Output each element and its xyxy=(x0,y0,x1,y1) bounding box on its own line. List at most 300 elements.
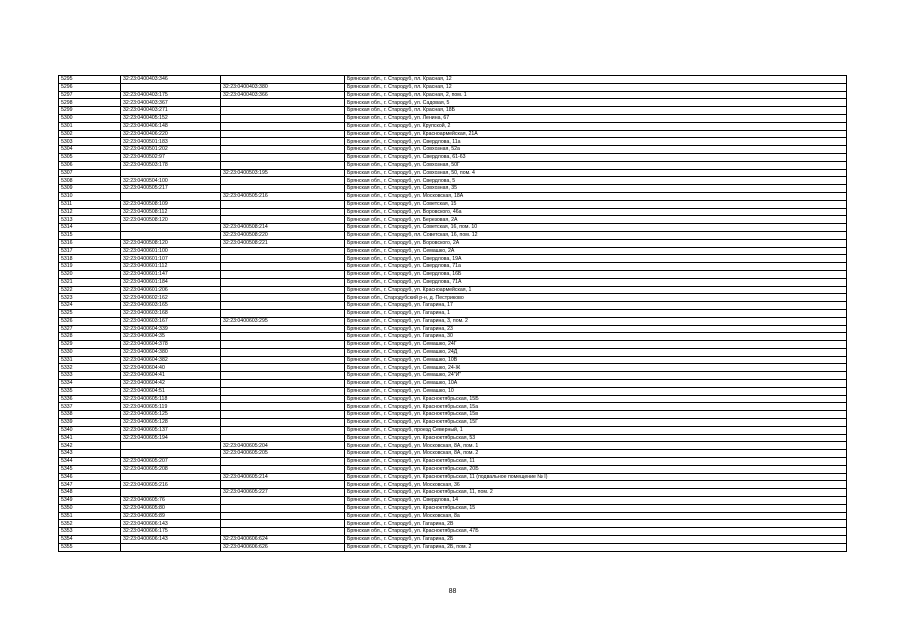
row-number-cell: 5298 xyxy=(59,99,121,107)
table-row xyxy=(59,107,847,115)
row-number-cell: 5307 xyxy=(59,169,121,177)
address-cell: Брянская обл., г. Стародуб, ул. Садовая, 5 xyxy=(345,99,847,107)
table-row xyxy=(59,411,847,419)
cadastral-number-cell: 32:23:0400508:112 xyxy=(121,208,221,216)
table-row xyxy=(59,255,847,263)
address-cell: Брянская обл., г. Стародуб, пл. Красная, 18Б xyxy=(345,107,847,115)
table-row xyxy=(59,528,847,536)
table-row xyxy=(59,247,847,255)
address-cell: Брянская обл., г. Стародуб, ул. Совхозная, 52а xyxy=(345,146,847,154)
address-cell: Брянская обл., г. Стародуб, ул. Семашко, 10А xyxy=(345,380,847,388)
table-row xyxy=(59,520,847,528)
row-number-cell: 5305 xyxy=(59,153,121,161)
cadastral-number-cell: 32:23:0400601:147 xyxy=(121,270,221,278)
table-row xyxy=(59,364,847,372)
address-cell: Брянская обл., г. Стародуб, ул. Семашко, 24Г xyxy=(345,341,847,349)
table-row xyxy=(59,224,847,232)
premises-cadastral-number-cell xyxy=(221,153,345,161)
table-row xyxy=(59,302,847,310)
cadastral-number-cell: 32:23:0400604:380 xyxy=(121,348,221,356)
cadastral-number-cell xyxy=(121,224,221,232)
table-row xyxy=(59,465,847,473)
premises-cadastral-number-cell xyxy=(221,341,345,349)
row-number-cell: 5338 xyxy=(59,411,121,419)
cadastral-number-cell xyxy=(121,450,221,458)
address-cell: Брянская обл., г. Стародуб, ул. Советская, 16, пом. 10 xyxy=(345,224,847,232)
row-number-cell: 5310 xyxy=(59,192,121,200)
table-row xyxy=(59,278,847,286)
cadastral-number-cell: 32:23:0400606:175 xyxy=(121,528,221,536)
premises-cadastral-number-cell: 32:23:0400606:626 xyxy=(221,543,345,551)
address-cell: Брянская обл., г. Стародуб, пл. Красная, 12 xyxy=(345,76,847,84)
row-number-cell: 5351 xyxy=(59,512,121,520)
address-cell: Брянская обл., г. Стародуб, ул. Московская, 8А, пом. 1 xyxy=(345,442,847,450)
table-row xyxy=(59,450,847,458)
address-cell: Брянская обл., г. Стародуб, ул. Красноктябрьская, 53 xyxy=(345,434,847,442)
address-cell: Брянская обл., г. Стародуб, ул. Ленина, 67 xyxy=(345,114,847,122)
row-number-cell: 5319 xyxy=(59,263,121,271)
row-number-cell: 5323 xyxy=(59,294,121,302)
address-cell: Брянская обл., г. Стародуб, ул. Красноармейская, 21А xyxy=(345,130,847,138)
address-cell: Брянская обл., г. Стародуб, ул. Свердлова, 11а xyxy=(345,138,847,146)
row-number-cell: 5325 xyxy=(59,309,121,317)
address-cell: Брянская обл., Стародубский р-н, д. Пестриково xyxy=(345,294,847,302)
premises-cadastral-number-cell xyxy=(221,286,345,294)
row-number-cell: 5348 xyxy=(59,489,121,497)
row-number-cell: 5353 xyxy=(59,528,121,536)
premises-cadastral-number-cell xyxy=(221,177,345,185)
cadastral-number-cell: 32:23:0400605:137 xyxy=(121,426,221,434)
table-row xyxy=(59,356,847,364)
premises-cadastral-number-cell xyxy=(221,411,345,419)
premises-cadastral-number-cell xyxy=(221,99,345,107)
table-row xyxy=(59,185,847,193)
table-row xyxy=(59,536,847,544)
cadastral-number-cell: 32:23:0400604:382 xyxy=(121,356,221,364)
premises-cadastral-number-cell: 32:23:0400605:205 xyxy=(221,450,345,458)
cadastral-number-cell: 32:23:0400503:178 xyxy=(121,161,221,169)
cadastral-number-cell xyxy=(121,83,221,91)
table-row xyxy=(59,341,847,349)
address-cell: Брянская обл., г. Стародуб, ул. Гагарина, 2Б xyxy=(345,536,847,544)
cadastral-number-cell: 32:23:0400604:41 xyxy=(121,372,221,380)
row-number-cell: 5339 xyxy=(59,419,121,427)
row-number-cell: 5311 xyxy=(59,200,121,208)
table-row xyxy=(59,99,847,107)
cadastral-number-cell: 32:23:0400602:162 xyxy=(121,294,221,302)
premises-cadastral-number-cell xyxy=(221,434,345,442)
premises-cadastral-number-cell xyxy=(221,426,345,434)
table-body xyxy=(59,76,847,552)
row-number-cell: 5352 xyxy=(59,520,121,528)
row-number-cell: 5346 xyxy=(59,473,121,481)
cadastral-number-cell xyxy=(121,192,221,200)
page-number: 88 xyxy=(448,588,457,595)
premises-cadastral-number-cell xyxy=(221,107,345,115)
premises-cadastral-number-cell xyxy=(221,302,345,310)
address-cell: Брянская обл., г. Стародуб, ул. Семашко, 24"И" xyxy=(345,372,847,380)
address-cell: Брянская обл., г. Стародуб, ул. Семашко, 24-Ж xyxy=(345,364,847,372)
cadastral-number-cell: 32:23:0400406:148 xyxy=(121,122,221,130)
address-cell: Брянская обл., г. Стародуб, ул. Семашко, 24Д xyxy=(345,348,847,356)
address-cell: Брянская обл., г. Стародуб, ул. Семашко, 2А xyxy=(345,247,847,255)
premises-cadastral-number-cell xyxy=(221,348,345,356)
table-row xyxy=(59,442,847,450)
premises-cadastral-number-cell xyxy=(221,512,345,520)
cadastral-number-cell xyxy=(121,231,221,239)
premises-cadastral-number-cell xyxy=(221,122,345,130)
premises-cadastral-number-cell xyxy=(221,528,345,536)
address-cell: Брянская обл., г. Стародуб, ул. Гагарина, 17 xyxy=(345,302,847,310)
address-cell: Брянская обл., г. Стародуб, ул. Семашко, 10В xyxy=(345,356,847,364)
address-cell: Брянская обл., г. Стародуб, ул. Свердлова, 19А xyxy=(345,255,847,263)
cadastral-number-cell: 32:23:0400502:97 xyxy=(121,153,221,161)
table-row xyxy=(59,543,847,551)
address-cell: Брянская обл., г. Стародуб, ул. Красноармейская, 1 xyxy=(345,286,847,294)
cadastral-number-cell: 32:23:0400605:128 xyxy=(121,419,221,427)
address-cell: Брянская обл., г. Стародуб, ул. Красноктябрьская, 15Б xyxy=(345,395,847,403)
cadastral-number-cell: 32:23:0400605:208 xyxy=(121,465,221,473)
address-cell: Брянская обл., г. Стародуб, ул. Красноктябрьская, 11 xyxy=(345,458,847,466)
table-row xyxy=(59,348,847,356)
row-number-cell: 5330 xyxy=(59,348,121,356)
row-number-cell: 5342 xyxy=(59,442,121,450)
cadastral-number-cell: 32:23:0400603:168 xyxy=(121,309,221,317)
address-cell: Брянская обл., г. Стародуб, ул. Свердлова, 71А xyxy=(345,278,847,286)
cadastral-number-cell: 32:23:0400604:42 xyxy=(121,380,221,388)
row-number-cell: 5309 xyxy=(59,185,121,193)
table-row xyxy=(59,192,847,200)
row-number-cell: 5315 xyxy=(59,231,121,239)
table-row xyxy=(59,497,847,505)
address-cell: Брянская обл., г. Стародуб, ул. Гагарина, 1 xyxy=(345,309,847,317)
row-number-cell: 5350 xyxy=(59,504,121,512)
address-cell: Брянская обл., г. Стародуб, ул. Красноктябрьская, 15 xyxy=(345,504,847,512)
table-row xyxy=(59,177,847,185)
cadastral-number-cell: 32:23:0400604:40 xyxy=(121,364,221,372)
table-row xyxy=(59,169,847,177)
premises-cadastral-number-cell: 32:23:0400606:624 xyxy=(221,536,345,544)
row-number-cell: 5335 xyxy=(59,387,121,395)
cadastral-number-cell: 32:23:0400601:112 xyxy=(121,263,221,271)
row-number-cell: 5301 xyxy=(59,122,121,130)
address-cell: Брянская обл., г. Стародуб, ул. Воровского, 46а xyxy=(345,208,847,216)
premises-cadastral-number-cell xyxy=(221,356,345,364)
table-row xyxy=(59,200,847,208)
cadastral-number-cell xyxy=(121,473,221,481)
premises-cadastral-number-cell: 32:23:0400503:195 xyxy=(221,169,345,177)
table-row xyxy=(59,83,847,91)
cadastral-number-cell: 32:23:0400603:167 xyxy=(121,317,221,325)
cadastral-number-cell: 32:23:0400601:100 xyxy=(121,247,221,255)
row-number-cell: 5327 xyxy=(59,325,121,333)
cadastral-number-cell: 32:23:0400403:175 xyxy=(121,91,221,99)
table-row xyxy=(59,426,847,434)
cadastral-number-cell: 32:23:0400406:220 xyxy=(121,130,221,138)
address-cell: Брянская обл., г. Стародуб, ул. Московская, 36 xyxy=(345,481,847,489)
table-row xyxy=(59,419,847,427)
property-register-table xyxy=(58,75,847,552)
cadastral-number-cell: 32:23:0400605:125 xyxy=(121,411,221,419)
address-cell: Брянская обл., г. Стародуб, ул. Крупской, 2 xyxy=(345,122,847,130)
row-number-cell: 5303 xyxy=(59,138,121,146)
premises-cadastral-number-cell xyxy=(221,380,345,388)
row-number-cell: 5349 xyxy=(59,497,121,505)
row-number-cell: 5295 xyxy=(59,76,121,84)
premises-cadastral-number-cell xyxy=(221,481,345,489)
row-number-cell: 5324 xyxy=(59,302,121,310)
table-row xyxy=(59,216,847,224)
premises-cadastral-number-cell xyxy=(221,520,345,528)
table-row xyxy=(59,309,847,317)
row-number-cell: 5329 xyxy=(59,341,121,349)
address-cell: Брянская обл., г. Стародуб, пл. Красная, 12 xyxy=(345,83,847,91)
address-cell: Брянская обл., г. Стародуб, ул. Гагарина, 2Б, пом. 2 xyxy=(345,543,847,551)
row-number-cell: 5355 xyxy=(59,543,121,551)
address-cell: Брянская обл., г. Стародуб, ул. Свердлова, 61-63 xyxy=(345,153,847,161)
address-cell: Брянская обл., г. Стародуб, ул. Красноктябрьская, 11 (подвальное помещение № I) xyxy=(345,473,847,481)
row-number-cell: 5299 xyxy=(59,107,121,115)
cadastral-number-cell xyxy=(121,442,221,450)
premises-cadastral-number-cell xyxy=(221,114,345,122)
row-number-cell: 5343 xyxy=(59,450,121,458)
address-cell: Брянская обл., г. Стародуб, ул. Красноктябрьская, 15в xyxy=(345,411,847,419)
cadastral-number-cell: 32:23:0400604:339 xyxy=(121,325,221,333)
premises-cadastral-number-cell xyxy=(221,76,345,84)
cadastral-number-cell: 32:23:0400508:120 xyxy=(121,239,221,247)
row-number-cell: 5334 xyxy=(59,380,121,388)
cadastral-number-cell: 32:23:0400508:109 xyxy=(121,200,221,208)
address-cell: Брянская обл., г. Стародуб, ул. Совхозная, 35 xyxy=(345,185,847,193)
address-cell: Брянская обл., г. Стародуб, ул. Свердлова, 5 xyxy=(345,177,847,185)
table-row xyxy=(59,434,847,442)
premises-cadastral-number-cell xyxy=(221,309,345,317)
row-number-cell: 5320 xyxy=(59,270,121,278)
cadastral-number-cell: 32:23:0400403:367 xyxy=(121,99,221,107)
table-row xyxy=(59,231,847,239)
table-row xyxy=(59,286,847,294)
cadastral-number-cell: 32:23:0400604:51 xyxy=(121,387,221,395)
address-cell: Брянская обл., г. Стародуб, ул. Московская, 18А xyxy=(345,192,847,200)
cadastral-number-cell xyxy=(121,543,221,551)
premises-cadastral-number-cell xyxy=(221,497,345,505)
address-cell: Брянская обл., г. Стародуб, ул. Свердлова, 16Б xyxy=(345,270,847,278)
cadastral-number-cell: 32:23:0400605:207 xyxy=(121,458,221,466)
premises-cadastral-number-cell xyxy=(221,387,345,395)
table-row xyxy=(59,333,847,341)
row-number-cell: 5354 xyxy=(59,536,121,544)
table-row xyxy=(59,489,847,497)
premises-cadastral-number-cell: 32:23:0400603:295 xyxy=(221,317,345,325)
premises-cadastral-number-cell xyxy=(221,208,345,216)
address-cell: Брянская обл., г. Стародуб, пл. Советская, 16, пом. 12 xyxy=(345,231,847,239)
cadastral-number-cell: 32:23:0400605:80 xyxy=(121,504,221,512)
table-row xyxy=(59,76,847,84)
table-row xyxy=(59,387,847,395)
table-row xyxy=(59,294,847,302)
address-cell: Брянская обл., г. Стародуб, пл. Красная, 2, пом. 1 xyxy=(345,91,847,99)
premises-cadastral-number-cell: 32:23:0400605:214 xyxy=(221,473,345,481)
row-number-cell: 5312 xyxy=(59,208,121,216)
premises-cadastral-number-cell xyxy=(221,419,345,427)
cadastral-number-cell: 32:23:0400605:216 xyxy=(121,481,221,489)
address-cell: Брянская обл., г. Стародуб, ул. Красноктябрьская, 20Б xyxy=(345,465,847,473)
table-row xyxy=(59,325,847,333)
row-number-cell: 5341 xyxy=(59,434,121,442)
premises-cadastral-number-cell xyxy=(221,138,345,146)
row-number-cell: 5316 xyxy=(59,239,121,247)
table-row xyxy=(59,146,847,154)
cadastral-number-cell: 32:23:0400403:271 xyxy=(121,107,221,115)
premises-cadastral-number-cell: 32:23:0400508:220 xyxy=(221,231,345,239)
table-row xyxy=(59,122,847,130)
row-number-cell: 5313 xyxy=(59,216,121,224)
premises-cadastral-number-cell: 32:23:0400403:366 xyxy=(221,91,345,99)
address-cell: Брянская обл., г. Стародуб, ул. Воровского, 2А xyxy=(345,239,847,247)
table-row xyxy=(59,130,847,138)
cadastral-number-cell: 32:23:0400508:120 xyxy=(121,216,221,224)
address-cell: Брянская обл., г. Стародуб, ул. Свердлова, 71а xyxy=(345,263,847,271)
table-row xyxy=(59,372,847,380)
cadastral-number-cell xyxy=(121,489,221,497)
row-number-cell: 5336 xyxy=(59,395,121,403)
premises-cadastral-number-cell xyxy=(221,465,345,473)
row-number-cell: 5296 xyxy=(59,83,121,91)
row-number-cell: 5297 xyxy=(59,91,121,99)
table-row xyxy=(59,317,847,325)
cadastral-number-cell: 32:23:0400604:35 xyxy=(121,333,221,341)
table-row xyxy=(59,458,847,466)
address-cell: Брянская обл., г. Стародуб, ул. Гагарина, 23 xyxy=(345,325,847,333)
premises-cadastral-number-cell xyxy=(221,395,345,403)
cadastral-number-cell: 32:23:0400405:152 xyxy=(121,114,221,122)
row-number-cell: 5317 xyxy=(59,247,121,255)
premises-cadastral-number-cell xyxy=(221,270,345,278)
table-row xyxy=(59,114,847,122)
table-row xyxy=(59,395,847,403)
row-number-cell: 5326 xyxy=(59,317,121,325)
premises-cadastral-number-cell: 32:23:0400505:216 xyxy=(221,192,345,200)
table-row xyxy=(59,153,847,161)
table-row xyxy=(59,473,847,481)
table-row xyxy=(59,380,847,388)
address-cell: Брянская обл., г. Стародуб, проезд Северный, 1 xyxy=(345,426,847,434)
table-row xyxy=(59,208,847,216)
address-cell: Брянская обл., г. Стародуб, ул. Московская, 8А, пом. 2 xyxy=(345,450,847,458)
address-cell: Брянская обл., г. Стародуб, ул. Гагарина, 2В xyxy=(345,520,847,528)
premises-cadastral-number-cell xyxy=(221,458,345,466)
cadastral-number-cell: 32:23:0400605:89 xyxy=(121,512,221,520)
row-number-cell: 5314 xyxy=(59,224,121,232)
premises-cadastral-number-cell: 32:23:0400403:380 xyxy=(221,83,345,91)
premises-cadastral-number-cell xyxy=(221,255,345,263)
row-number-cell: 5337 xyxy=(59,403,121,411)
table-row xyxy=(59,504,847,512)
cadastral-number-cell: 32:23:0400606:143 xyxy=(121,520,221,528)
premises-cadastral-number-cell xyxy=(221,372,345,380)
row-number-cell: 5318 xyxy=(59,255,121,263)
premises-cadastral-number-cell xyxy=(221,364,345,372)
row-number-cell: 5302 xyxy=(59,130,121,138)
premises-cadastral-number-cell xyxy=(221,146,345,154)
cadastral-number-cell: 32:23:0400601:206 xyxy=(121,286,221,294)
table-row xyxy=(59,239,847,247)
row-number-cell: 5332 xyxy=(59,364,121,372)
address-cell: Брянская обл., г. Стародуб, ул. Красноктябрьская, 15а xyxy=(345,403,847,411)
cadastral-number-cell: 32:23:0400603:165 xyxy=(121,302,221,310)
premises-cadastral-number-cell xyxy=(221,333,345,341)
premises-cadastral-number-cell xyxy=(221,294,345,302)
table-row xyxy=(59,263,847,271)
cadastral-number-cell: 32:23:0400606:143 xyxy=(121,536,221,544)
address-cell: Брянская обл., г. Стародуб, ул. Советская, 15 xyxy=(345,200,847,208)
table-row xyxy=(59,481,847,489)
address-cell: Брянская обл., г. Стародуб, ул. Березовая, 2А xyxy=(345,216,847,224)
address-cell: Брянская обл., г. Стародуб, ул. Красноктябрьская, 15Г xyxy=(345,419,847,427)
premises-cadastral-number-cell: 32:23:0400508:214 xyxy=(221,224,345,232)
premises-cadastral-number-cell xyxy=(221,247,345,255)
row-number-cell: 5322 xyxy=(59,286,121,294)
cadastral-number-cell: 32:23:0400605:76 xyxy=(121,497,221,505)
address-cell: Брянская обл., г. Стародуб, ул. Красноктябрьская, 11, пом. 2 xyxy=(345,489,847,497)
row-number-cell: 5321 xyxy=(59,278,121,286)
row-number-cell: 5345 xyxy=(59,465,121,473)
address-cell: Брянская обл., г. Стародуб, ул. Совхозная, 50, пом. 4 xyxy=(345,169,847,177)
cadastral-number-cell: 32:23:0400504:100 xyxy=(121,177,221,185)
premises-cadastral-number-cell xyxy=(221,403,345,411)
premises-cadastral-number-cell: 32:23:0400508:221 xyxy=(221,239,345,247)
cadastral-number-cell: 32:23:0400505:217 xyxy=(121,185,221,193)
table-row xyxy=(59,270,847,278)
premises-cadastral-number-cell xyxy=(221,161,345,169)
address-cell: Брянская обл., г. Стародуб, ул. Гагарина, 3, пом. 2 xyxy=(345,317,847,325)
row-number-cell: 5340 xyxy=(59,426,121,434)
address-cell: Брянская обл., г. Стародуб, ул. Гагарина, 30 xyxy=(345,333,847,341)
premises-cadastral-number-cell: 32:23:0400605:227 xyxy=(221,489,345,497)
premises-cadastral-number-cell xyxy=(221,263,345,271)
address-cell: Брянская обл., г. Стародуб, ул. Свердлова, 14 xyxy=(345,497,847,505)
premises-cadastral-number-cell xyxy=(221,216,345,224)
row-number-cell: 5304 xyxy=(59,146,121,154)
address-cell: Брянская обл., г. Стародуб, ул. Семашко, 10 xyxy=(345,387,847,395)
row-number-cell: 5328 xyxy=(59,333,121,341)
row-number-cell: 5344 xyxy=(59,458,121,466)
row-number-cell: 5306 xyxy=(59,161,121,169)
premises-cadastral-number-cell xyxy=(221,200,345,208)
address-cell: Брянская обл., г. Стародуб, ул. Московская, 8а xyxy=(345,512,847,520)
cadastral-number-cell: 32:23:0400605:194 xyxy=(121,434,221,442)
cadastral-number-cell: 32:23:0400403:346 xyxy=(121,76,221,84)
cadastral-number-cell: 32:23:0400601:107 xyxy=(121,255,221,263)
row-number-cell: 5308 xyxy=(59,177,121,185)
table-row xyxy=(59,161,847,169)
cadastral-number-cell: 32:23:0400501:183 xyxy=(121,138,221,146)
cadastral-number-cell: 32:23:0400605:119 xyxy=(121,403,221,411)
address-cell: Брянская обл., г. Стародуб, ул. Красноктябрьская, 47Б xyxy=(345,528,847,536)
row-number-cell: 5347 xyxy=(59,481,121,489)
cadastral-number-cell: 32:23:0400605:118 xyxy=(121,395,221,403)
premises-cadastral-number-cell xyxy=(221,130,345,138)
premises-cadastral-number-cell xyxy=(221,278,345,286)
row-number-cell: 5300 xyxy=(59,114,121,122)
table-row xyxy=(59,512,847,520)
table-row xyxy=(59,403,847,411)
premises-cadastral-number-cell xyxy=(221,185,345,193)
premises-cadastral-number-cell xyxy=(221,325,345,333)
cadastral-number-cell: 32:23:0400601:184 xyxy=(121,278,221,286)
row-number-cell: 5331 xyxy=(59,356,121,364)
premises-cadastral-number-cell xyxy=(221,504,345,512)
